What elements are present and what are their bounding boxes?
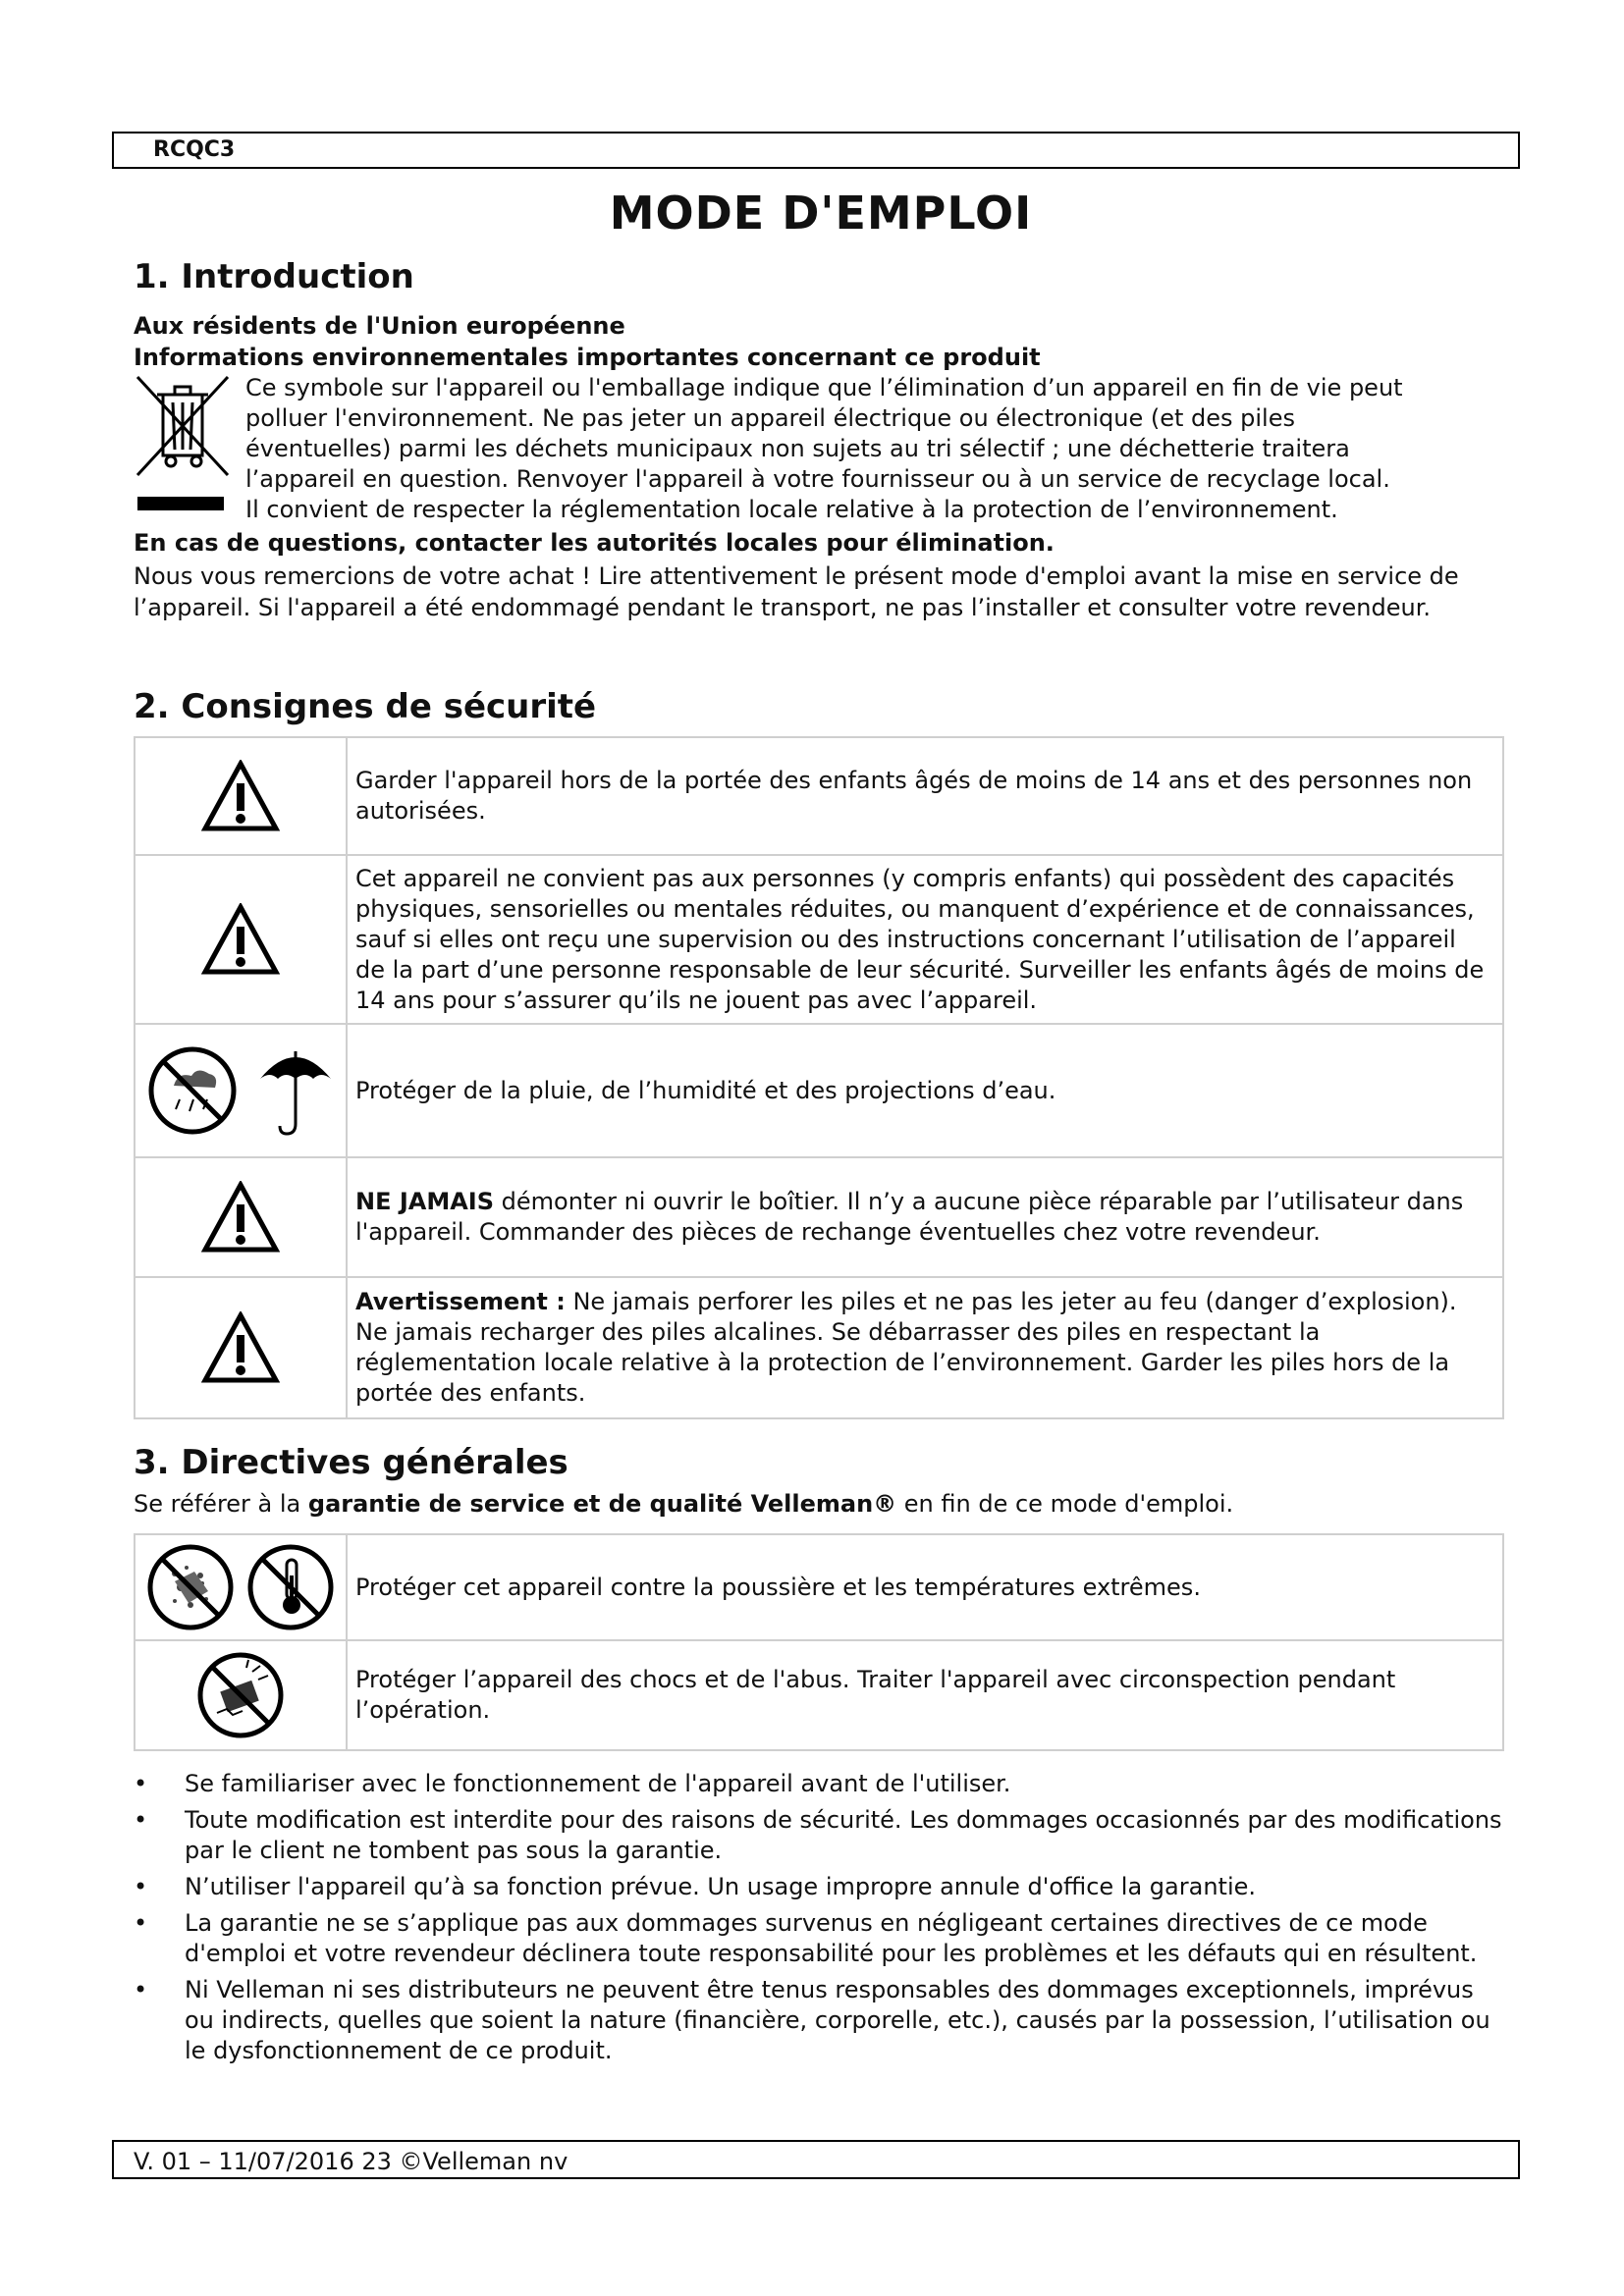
weee-line: éventuelles) parmi les déchets municipaux non sujets au tri sélectif ; une déchetterie traitera — [245, 435, 1350, 462]
warning-triangle-icon — [201, 903, 280, 976]
intro-bold: garantie de service et de qualité Velleman® — [307, 1490, 897, 1518]
safety-icon-cell — [135, 855, 347, 1024]
section-general — [134, 1443, 1508, 2072]
general-text: Protéger l’appareil des chocs et de l'abus. Traiter l'appareil avec circonspection pendant l’opération. — [347, 1640, 1503, 1750]
general-row — [135, 1534, 1503, 1640]
safety-row — [135, 1277, 1503, 1418]
section-heading-general: 3. Directives générales — [134, 1443, 568, 1482]
safety-text — [347, 1157, 1503, 1277]
general-text: Protéger cet appareil contre la poussière et les températures extrêmes. — [347, 1534, 1503, 1640]
page-title: MODE D'EMPLOI — [609, 187, 1033, 240]
safety-text — [347, 1277, 1503, 1418]
weee-last-line: Il convient de respecter la réglementation locale relative à la protection de l’environnement. — [245, 496, 1338, 523]
weee-block — [134, 373, 1508, 525]
umbrella-icon — [256, 1041, 335, 1140]
warning-triangle-icon — [201, 760, 280, 832]
safety-icon-cell — [135, 1157, 347, 1277]
general-row — [135, 1640, 1503, 1750]
list-item: • Toute modification est interdite pour des raisons de sécurité. Les dommages occasionnés par des modifications par le client ne tombent pas sous la garantie. — [134, 1805, 1508, 1866]
warning-triangle-icon — [201, 1181, 280, 1254]
section-heading-safety: 2. Consignes de sécurité — [134, 687, 597, 726]
no-rain-icon — [146, 1044, 239, 1137]
thanks-paragraph: Nous vous remercions de votre achat ! Lire attentivement le présent mode d'emploi avant la mise en service de l’appareil. Si l'appareil a été endommagé pendant le transport, ne pas l’installer et consulter votre revendeur. — [134, 562, 1459, 621]
weee-line: polluer l'environnement. Ne pas jeter un appareil électrique ou électronique (et des piles — [245, 404, 1295, 432]
list-item: • N’utiliser l'appareil qu’à sa fonction prévue. Un usage impropre annule d'office la garantie. — [134, 1872, 1508, 1902]
safety-text: Garder l'appareil hors de la portée des enfants âgés de moins de 14 ans et des personnes non autorisées. — [347, 737, 1503, 855]
weee-text — [245, 373, 1508, 495]
questions-note: En cas de questions, contacter les autorités locales pour élimination. — [134, 529, 1055, 557]
footer-text: V. 01 – 11/07/2016 23 ©Velleman nv — [134, 2148, 568, 2175]
weee-line: Ce symbole sur l'appareil ou l'emballage indique que l’élimination d’un appareil en fin de vie peut — [245, 374, 1403, 401]
safety-text: Cet appareil ne convient pas aux personnes (y compris enfants) qui possèdent des capacités physiques, sensorielles ou mentales réduites, ou manquent d’expérience et de connaissances, sauf si elles ont reçu une supervision ou des instructions concernant l’utilisation de l’appareil de la part d’une personne responsable de leur sécurité. Surveiller les enfants âgés de moins de 14 ans pour s’assurer qu’ils ne jouent pas avec l’appareil. — [347, 855, 1503, 1024]
safety-icon-cell — [135, 737, 347, 855]
safety-icon-cell — [135, 1277, 347, 1418]
safety-table — [134, 736, 1504, 1419]
list-item: • Se familiariser avec le fonctionnement de l'appareil avant de l'utiliser. — [134, 1769, 1508, 1799]
general-intro — [134, 1488, 1508, 1520]
general-bullets — [134, 1769, 1508, 2066]
model-number: RCQC3 — [153, 137, 236, 162]
no-temperature-icon — [245, 1542, 336, 1632]
list-item: • La garantie ne se s’applique pas aux dommages survenus en négligeant certaines directives de ce mode d'emploi et votre revendeur déclinera toute responsabilité pour les problèmes et les défauts qui en résultent. — [134, 1908, 1508, 1969]
general-icon-cell — [135, 1534, 347, 1640]
safety-text-rest: Ne jamais perforer les piles et ne pas les jeter au feu (danger d’explosion). Ne jamais recharger des piles alcalines. Se débarrasser des piles en respectant la réglementation locale relative à la protection de l’environnement. Garder les piles hors de la portée des enfants. — [355, 1288, 1457, 1407]
section-introduction — [134, 257, 1508, 623]
safety-text-bold: Avertissement : — [355, 1288, 566, 1315]
safety-icon-cell — [135, 1024, 347, 1157]
crossed-bin-icon — [134, 373, 232, 481]
safety-text-bold: NE JAMAIS — [355, 1188, 495, 1215]
weee-line: l’appareil en question. Renvoyer l'appareil à votre fournisseur ou à un service de recyclage local. — [245, 465, 1390, 493]
safety-row — [135, 1157, 1503, 1277]
safety-row — [135, 1024, 1503, 1157]
intro-text-end: en fin de ce mode d'emploi. — [896, 1490, 1234, 1518]
safety-text-rest: démonter ni ouvrir le boîtier. Il n’y a aucune pièce réparable par l’utilisateur dans l'appareil. Commander des pièces de rechange éventuelles chez votre revendeur. — [355, 1188, 1464, 1246]
intro-text: Se référer à la — [134, 1490, 308, 1518]
section-heading-introduction: 1. Introduction — [134, 257, 414, 296]
page-header — [112, 132, 1520, 169]
general-table — [134, 1533, 1504, 1751]
eu-residents-heading: Aux résidents de l'Union européenne — [134, 312, 625, 340]
no-dust-icon — [145, 1542, 236, 1632]
no-shock-icon — [195, 1650, 286, 1740]
warning-triangle-icon — [201, 1311, 280, 1384]
safety-row — [135, 855, 1503, 1024]
page-footer — [112, 2140, 1520, 2179]
environment-info-heading: Informations environnementales importantes concernant ce produit — [134, 344, 1041, 371]
general-icon-cell — [135, 1640, 347, 1750]
list-item: • Ni Velleman ni ses distributeurs ne peuvent être tenus responsables des dommages exceptionnels, imprévus ou indirects, quelles que soient la nature (financière, corporelle, etc.), causés par la possession, l’utilisation ou le dysfonctionnement de ce produit. — [134, 1975, 1508, 2066]
safety-row — [135, 737, 1503, 855]
weee-bar-symbol — [137, 497, 224, 510]
document-body — [134, 187, 1508, 240]
safety-text: Protéger de la pluie, de l’humidité et des projections d’eau. — [347, 1024, 1503, 1157]
section-safety — [134, 687, 1508, 1419]
